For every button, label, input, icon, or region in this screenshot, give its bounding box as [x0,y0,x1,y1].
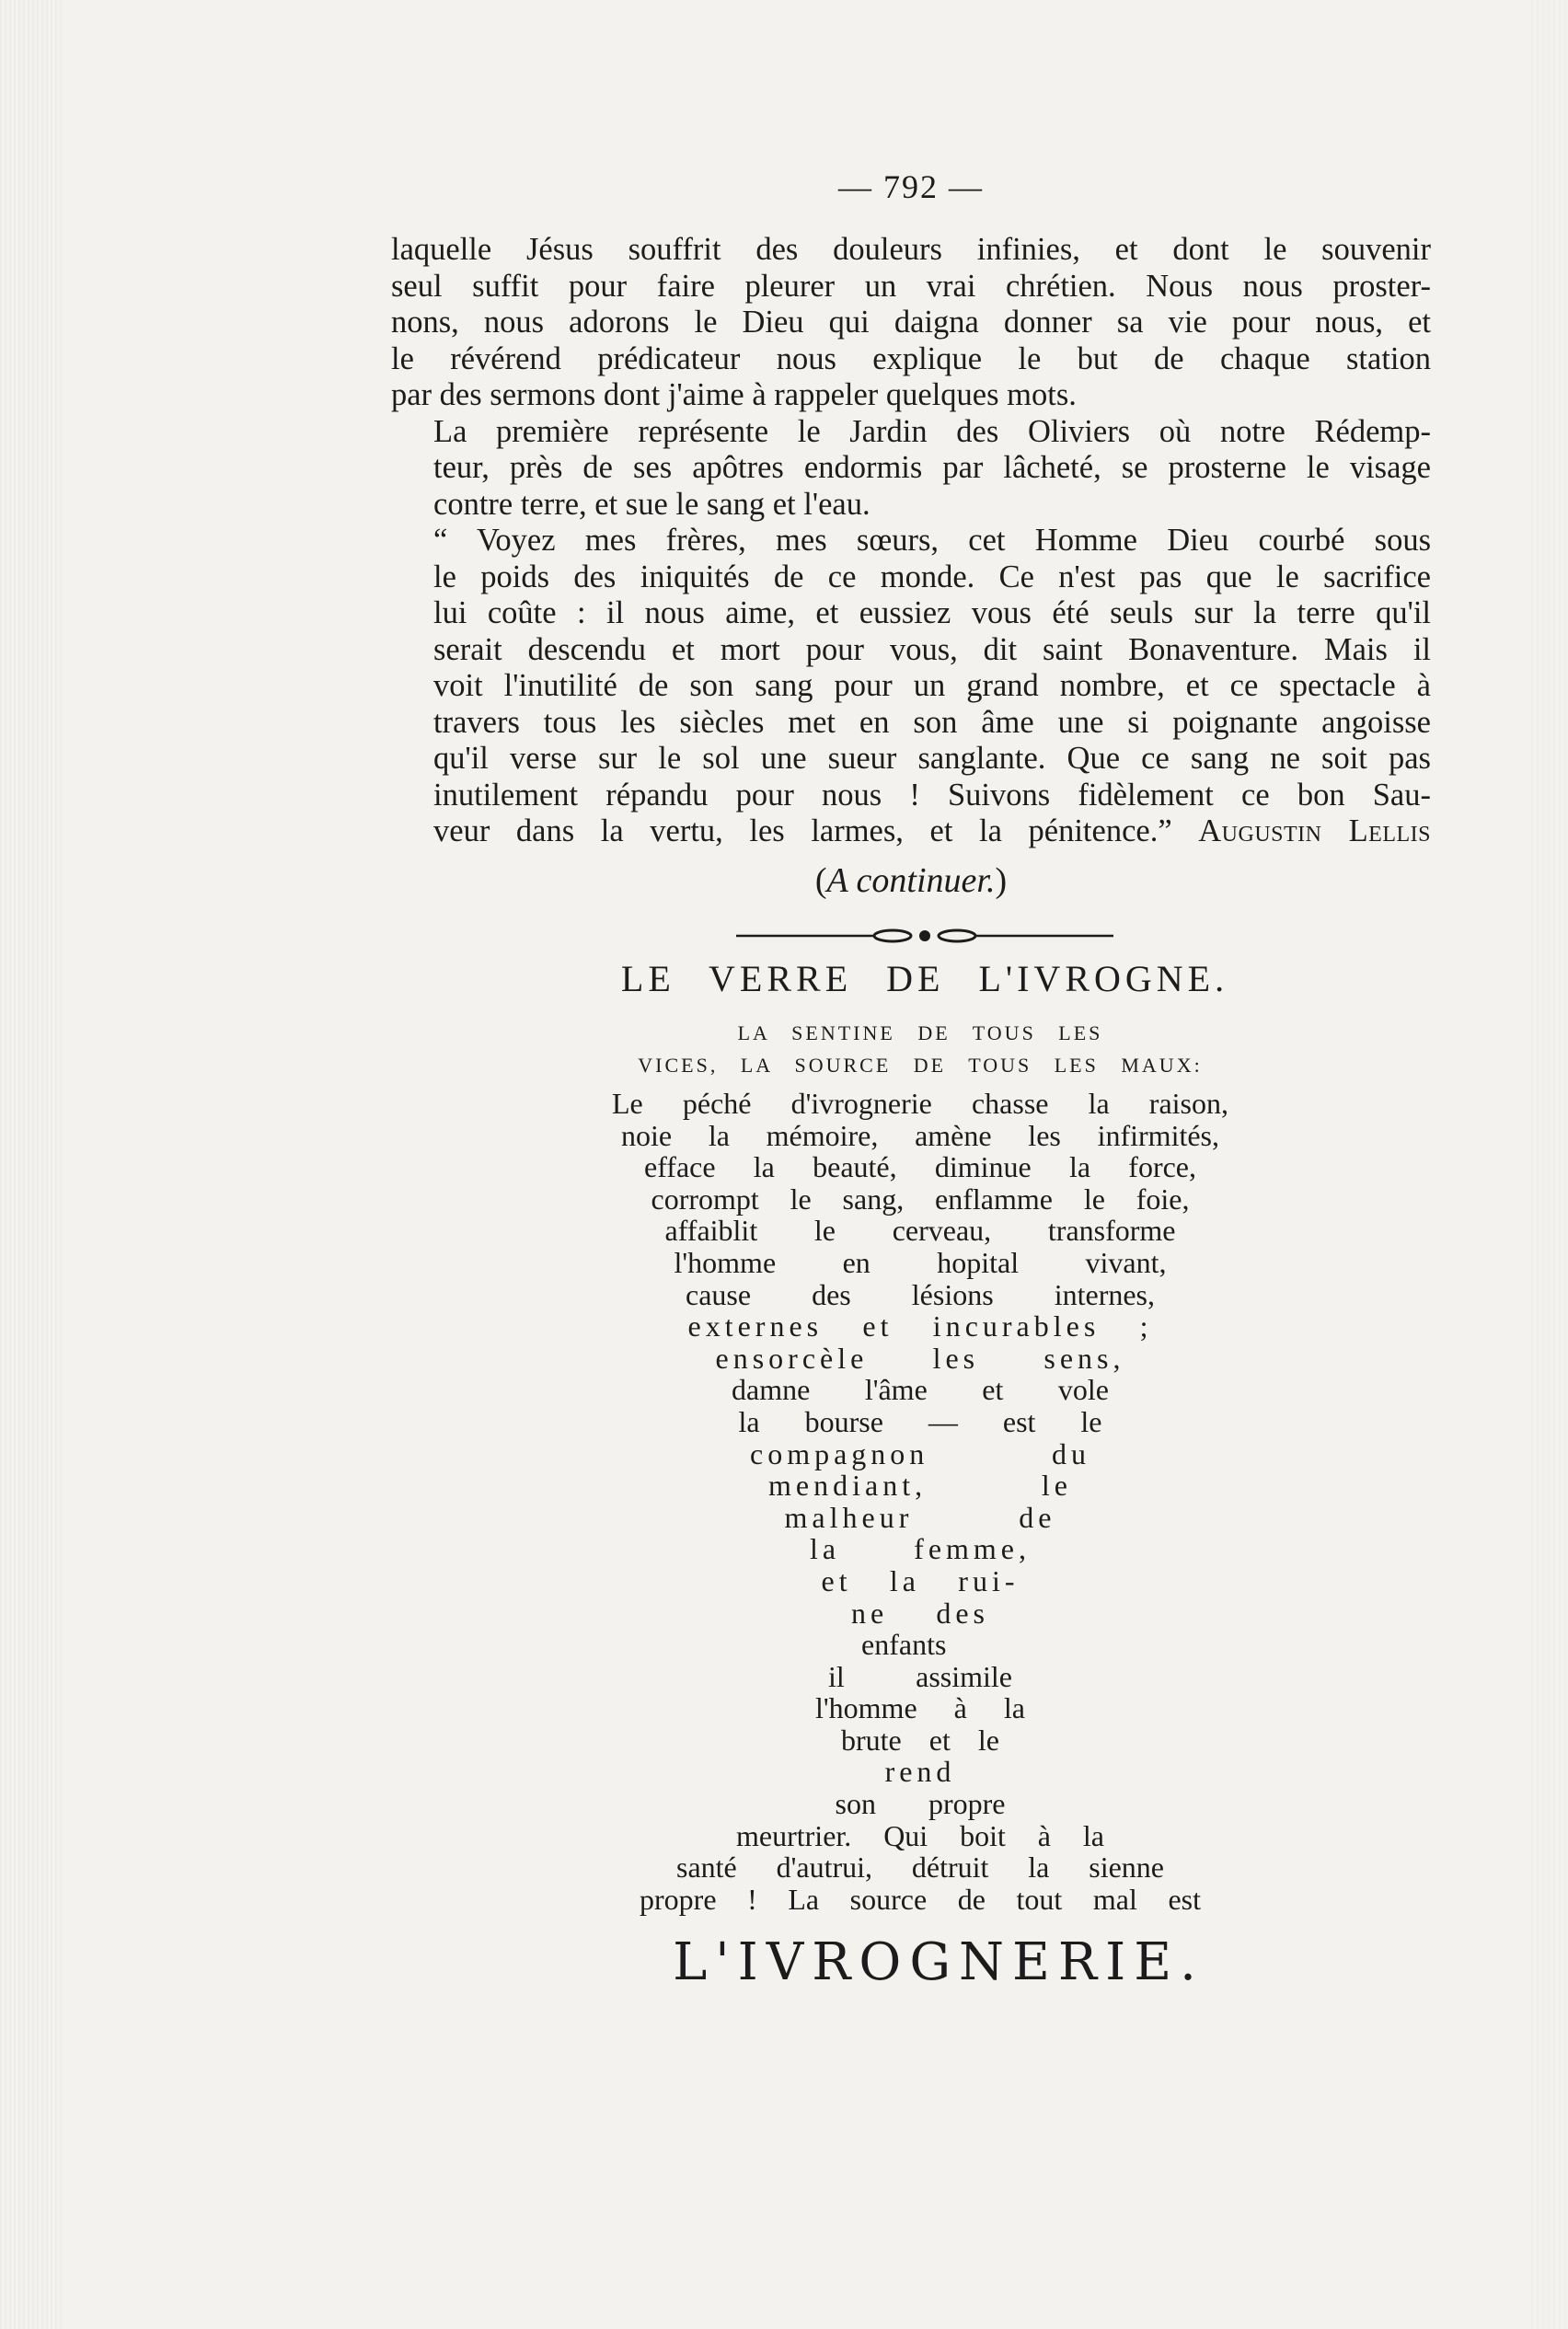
text-line: le poids des iniquités de ce monde. Ce n'est pas que le sacrifice [433,559,1431,594]
glass-line: la femme, [810,1532,1031,1566]
poem-title: LE VERRE DE L'IVROGNE. [620,958,1229,999]
ornament-center-dot [919,930,930,941]
glass-line: rend [884,1755,956,1789]
page-number: — 792 — [838,168,984,205]
paper-edge-right [1531,0,1568,2329]
continue-note [718,860,1104,901]
glass-line: l'homme à la [815,1691,1025,1725]
paragraph-3 [391,523,1431,850]
text-line: voit l'inutilité de son sang pour un grand nombre, et ce spectacle à [433,668,1431,703]
glass-line: externes et incurables ; [687,1309,1153,1343]
glass-line: enfants [861,1628,947,1662]
text-line: par des sermons dont j'aime à rappeler quelques mots. [391,377,1077,412]
glass-shaped-text [552,1088,1288,1915]
glass-line: compagnon du [750,1436,1090,1470]
glass-line: malheur de [784,1500,1056,1534]
text-line: nons, nous adorons le Dieu qui daigna donner sa vie pour nous, et [391,305,1431,340]
glass-line: ne des [851,1596,989,1630]
glass-line: cause des lésions internes, [686,1277,1155,1311]
glass-line: et la rui- [821,1563,1020,1597]
poem-final-word: L'IVROGNERIE. [673,1932,1205,1992]
glass-line: meurtrier. Qui boit à la [736,1818,1104,1852]
paragraph-2 [391,414,1431,524]
glass-line: l'homme en hopital vivant, [674,1245,1167,1279]
prose-section [391,232,1431,850]
text-line: La première représente le Jardin des Oliviers où notre Rédemp- [433,413,1431,449]
text-line: serait descendu et mort pour vous, dit saint Bonaventure. Mais il [433,631,1431,667]
glass-line: efface la beauté, diminue la force, [644,1150,1196,1184]
close-paren: ) [995,861,1008,900]
glass-line: ensorcèle les sens, [715,1341,1125,1375]
text-line: teur, près de ses apôtres endormis par lâcheté, se prosterne le visage [433,450,1431,485]
glass-line: affaiblit le cerveau, transforme [664,1214,1176,1248]
glass-line: son propre [835,1787,1006,1821]
subtitle-line: LA SENTINE DE TOUS LES [737,1021,1103,1044]
glass-line: noie la mémoire, amène les infirmités, [621,1118,1219,1152]
continue-text: A continuer. [826,861,996,900]
glass-line: propre ! La source de tout mal est [640,1882,1201,1916]
glass-line: brute et le [841,1723,999,1757]
text-line: seul suffit pour faire pleurer un vrai chrétien. Nous nous proster- [391,268,1431,304]
text-line: le révérend prédicateur nous explique le but de chaque station [391,340,1431,376]
ornament-loop-right [939,930,975,941]
text-line: qu'il verse sur le sol une sueur sanglante. Que ce sang ne soit pas [433,741,1431,776]
glass-line: Le péché d'ivrognerie chasse la raison, [612,1087,1228,1120]
text-line: lui coûte : il nous aime, et eussiez vous été seuls sur la terre qu'il [433,595,1431,630]
poem-subtitle [571,1017,1270,1081]
glass-line: la bourse — est le [738,1404,1102,1438]
glass-line: corrompt le sang, enflamme le foie, [651,1182,1190,1216]
glass-line: damne l'âme et vole [732,1373,1109,1407]
paragraph-1 [391,232,1431,414]
glass-line: il assimile [828,1659,1012,1693]
open-paren: ( [814,861,827,900]
text-line: laquelle Jésus souffrit des douleurs infinies, et dont le souvenir [391,232,1431,267]
text-line: “ Voyez mes frères, mes sœurs, cet Homme Dieu courbé sous [433,523,1431,558]
author-signature: Augustin Lellis [1198,813,1431,848]
text-line: veur dans la vertu, les larmes, et la pénitence.” [433,813,1172,848]
subtitle-line: VICES, LA SOURCE DE TOUS LES MAUX: [638,1054,1203,1077]
text-line: inutilement répandu pour nous ! Suivons fidèlement ce bon Sau- [433,777,1431,813]
paper-edge-left [0,0,64,2329]
ornament-loop-left [874,930,911,941]
glass-line: santé d'autrui, détruit la sienne [676,1851,1164,1885]
ornament-divider [736,925,1113,947]
text-line: contre terre, et sue le sang et l'eau. [433,486,870,522]
glass-line: mendiant, le [768,1469,1072,1503]
text-line-with-signature [391,813,1431,850]
text-line: travers tous les siècles met en son âme une si poignante angoisse [433,704,1431,740]
